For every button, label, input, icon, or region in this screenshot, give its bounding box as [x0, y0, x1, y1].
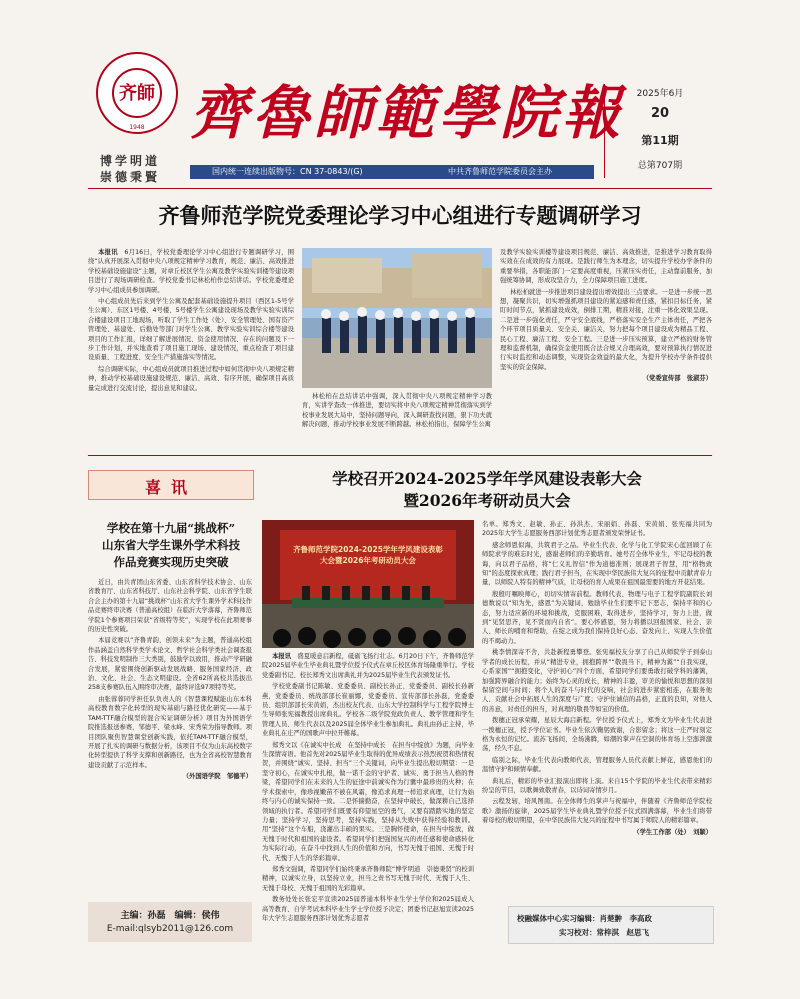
motto-line-1: 博学明道 [100, 154, 161, 168]
school-motto [100, 153, 180, 185]
article1-left-column [88, 248, 294, 395]
article2-right-paragraph-4: 桃李情深寄不舍，共赴新程勇攀登。张宪福校友分享了自己从师院学子到泰山学者的成长历程，并从“精进专业，拥抱跨界”“敬畏当下，精神为翼”“自我实现，心系家国”“拥抱变化，守护初心”四个方面，希望同学们要勇敢打破学科的藩篱，加强跨界融合的能力；始终为心灵的成长，精神的丰盈，审美的愉悦和思想的深刻保留空间与时间；将个人的奋斗与时代的交响，社会的进步紧密相连，在服务他人、贡献社会中拓展人生的深度与广度；守护住诚信的品格，正直的良知，对他人的善意，对责任的担当，对真理的敬畏等如宝的价值。 [482, 649, 712, 713]
article2-right-column [482, 520, 712, 839]
article2-byline: （学生工作部（处） 刘颖） [633, 828, 712, 836]
good-news-headline-line-2: 山东省大学生课外学术科技 [102, 538, 240, 552]
article2-right-paragraph-1: 名单。郑秀文、赵敏、孙正、孙洪杰、宋丽娟、孙磊、宋黄娟、张宪福共同为2025年大学生志愿服务西部计划优秀志愿者颁发荣誉证书。 [482, 521, 712, 538]
university-logo [96, 52, 178, 134]
article2-right-paragraph-8: 云程发轫，培风图南。在全体师生的掌声与祝福中，伴随着《齐鲁师范学院校歌》激扬的旋律，2025届学生毕业典礼暨学位授予仪式圆满落幕，毕业生们将带着母校的殷切期望，在中华民族伟大复兴的征程中书写属于师院人的精彩篇章。 [482, 798, 712, 825]
good-news-title: 喜讯 [144, 478, 197, 497]
lead-label: 本报讯 [98, 249, 118, 256]
editor-info [88, 902, 252, 942]
total-issue: 总第707期 [637, 161, 683, 171]
article1-right-paragraph-2: 林松柏就进一步推进项目建设提出增效提出三点要求。一是进一步统一思想，凝聚共识，切实增强抓项目建设的紧迫感和责任感，紧扣目标任务，紧盯时间节点，紧抓建设成效，倒排工期，精准对接，注重一体化效果呈现。二是进一步强化责任，严守安全底线，严格落实安全生产主体责任，严把各个环节项目质量关、安全关、廉洁关，努力把每个项目建设成为精品工程、民心工程、廉洁工程、安全工程。三是进一步压实预算，建立严格的财务管理和监督机制，确保资金使用既合法合规又合理高效，要对预算执行情况进行实时监控和动态调整，实现资金效益的最大化，为提升学校办学条件提供坚实的资金保障。 [500, 288, 712, 371]
publication-info-bar [190, 165, 594, 179]
article2-headline-line-2: 暨2026年考研动员大会 [403, 491, 571, 510]
logo-seal [112, 68, 162, 118]
credits-editor-names: 肖楚翀 李高政 [599, 914, 652, 923]
article2-paragraph-2: 学校党委副书记陈敏、党委委员、副校长孙正、党委委员、副校长孙新燕，党委委员、统战部部长崔丽娜，党委委员、宣传部部长孙磊，党委委员、组织部部长宋黄娟，杰出校友代表、山东大学控制科学与工程学院博士生导师张宪福教授出席典礼。学校各二级学院党政负责人、教学管理和学生管理人员、师生代表以及2025届全体毕业生参加典礼。典礼由孙正主持，毕业典礼在庄严的国歌声中拉开帷幕。 [262, 683, 474, 738]
article2-paragraph-1: 盛夏暖意启新程，砥砺飞扬行壮志。6月20日下午，齐鲁师范学院2025届毕业生毕业典礼暨学位授予仪式在章丘校区体育场隆重举行。学校党委副书记、校长郑秀文出席典礼并为2025届毕业生代表颁发证书。 [262, 653, 475, 679]
article2-lead-label: 本报讯 [272, 653, 292, 660]
article2-right-paragraph-5: 拨穗正冠承荣耀，星辰大海启新程。学位授予仪式上，郑秀文为毕业生代表进一拨穗正冠，授予学位证书。毕业生依次鞠躬致谢，合影留念；将这一庄严时刻定格为永恒的记忆。流苏飞扬间，全场沸腾，如潮的掌声在空洞的体育场上空澎湃激荡，经久不息。 [482, 717, 712, 753]
article1-right-paragraph-1: 及教学实验实训楼等建设项目规范、廉洁、高效推进，是推进学习教育取得实效在在成效的有力展现。是践行师生为本理念，切实提升学校办学条件的重要举措，各职能部门一定要高度重视，压紧压实责任，主动靠前服务，加强统筹协调，形成攻坚合力，全力保障项目施工进度。 [500, 249, 712, 285]
article2-paragraph-5: 教务处处长张宏平宣读2025届普通本科毕业生学士学位和2025届成人高等教育、自学考试本科毕业生学士学位授予决定；团委书记赵旭宣读2025年大学生志愿服务西部计划优秀志愿者 [262, 896, 474, 922]
newspaper-name: 齊魯師範學院報 [190, 79, 625, 147]
article1-caption-column [302, 392, 492, 432]
issue-day: 20 [650, 106, 670, 121]
masthead-divider [88, 188, 712, 189]
good-news-headline [98, 520, 244, 571]
inspection-photo [302, 248, 492, 388]
motto-line-2: 崇德秉賢 [100, 170, 161, 184]
ceremony-photo [262, 520, 474, 648]
credits-proof-names: 常梓淇 赵思飞 [596, 928, 649, 937]
credits-proof-line [559, 927, 649, 938]
sponsor-text: 中共齐鲁师范学院委员会主办 [448, 167, 552, 176]
article1-caption: 林松柏在总结讲话中强调，深入贯彻中央八项规定精神学习教育，实讲学查改一体推进，要切实将中央八项规定精神贯彻落实到学校事业发展大局中，坚持问题导向，深入调研查找问题，狠下功夫就解决问题，推动学校事业发展不断跨越。林松柏指出，保障学生公寓 [302, 393, 492, 429]
article1-byline: （党委宣传部 张淑芬） [642, 375, 712, 383]
article2-right-paragraph-6: 临别之际，毕业生代表向教师代表，管理服务人员代表献上鲜花，感恩他们的温情守护和倾情奉献。 [482, 756, 712, 774]
article2-headline [262, 468, 712, 512]
article2-right-paragraph-3: 殷殷叮嘱映师心，切切实情寄前程。教师代表、物理与电子工程学院副院长刘德数说以“知为先，感恩”为关键词，勉励毕业生们要牢记下恶志，保持平和的心态，努力适应新的环境和挑战，克服困难，取得进步，坚持学习，努力上进，做到“见贤思齐，见不贤而内自省”。要心怀感恩，努力将播以回报国家、社会、亲人、师长的哺育和帮助，在绽之成为我们保持良好心态、奋发向上、实现人生价值的不竭动力。 [482, 590, 712, 645]
good-news-byline: （外国语学院 邹德平） [182, 773, 252, 781]
article2-right-paragraph-2: 感念师恩似海，共筑君子之品。毕业生代表、化学与化工学院宋心蓝回顾了在师院求学的难忘时光，感谢老师们的辛勤培育。她号召全体毕业生，牢记母校的教诲，向以君子品格，将“仁义礼智信”作为道德准则；展现君子智慧，用“格物致知”的态度探索真理；践行君子担当，在实现中华民族伟大复兴的征程中贡献青春力量，以师院人特有的精神气质，让母校的育人成果在祖国最需要的地方开花结果。 [482, 541, 712, 587]
main-headline: 齐鲁师范学院党委理论学习中心组进行专题调研学习 [158, 203, 642, 228]
publication-number: 国内统一连续出版物号：CN 37-0843/(G) [212, 167, 363, 176]
article1-right-column [500, 248, 712, 386]
article1-paragraph-2: 中心组成员先后来到学生公寓及配套基础设施提升项目（西区1-5号学生公寓）、东区1号楼、4号楼、5号楼学生公寓建设现场及教学实验实训综合楼建设项目工地现场，听取了学生工作处（处）、安全管理处、国有资产管理处、基建处、后勤处等部门对学生公寓、教学实验实训综合楼等建设项目的工作汇报，详细了解进展情况、资金使用情况、存在的问题及下一步工作计划，并实地查看了项目施工现场、建设情况，重点检查了项目建设质量、工程进度、安全生产措施落实等情况。 [88, 298, 294, 362]
article2-left-column [262, 652, 474, 925]
issue-number: 第11期 [641, 134, 679, 147]
editor-email: E-mail:qlsyb2011@126.com [106, 924, 234, 934]
good-news-paragraph-2: 本届竞赛以“齐鲁青韵，创领未来”为主题，普通高校组作品涵盖自然科学类学术论文、哲学社会科学类社会调查报告、科技发明制作三大类别，鼓励学以致用，推动产学研融合发展，紧密围绕创新驱动发展战略、服务国家经济、政治、文化、社会、生态文明建设。全省62所高校共选拔出258支参赛队伍入围终审决赛，最终评选97项特等奖。 [88, 637, 252, 692]
good-news-headline-line-3: 作品竞赛实现历史突破 [113, 555, 229, 569]
article2-right-paragraph-7: 典礼后，精彩的毕业汇报演出即将上演。来自15个学院的毕业生代表带来精彩纷呈的节目，以歌舞致敬青春，以诗词寄情岁月。 [482, 777, 712, 794]
ceremony-banner: 齐鲁师范学院2024-2025学年学风建设表彰大会暨2026年考研动员大会 [293, 545, 443, 565]
credits-editor-label: 校融媒体中心实习编辑： [517, 914, 600, 923]
article2-headline-line-1: 学校召开2024-2025学年学风建设表彰大会 [332, 469, 642, 488]
article2-paragraph-4: 郑秀文强调，希望同学们始终秉承齐鲁师院“博学明道 崇德秉贤”的校训精神，以诚实立身，以坚持立业，担当之责书写无愧于时代、无愧于人生、无愧于母校、无愧于祖国的光彩篇章。 [262, 865, 474, 892]
article2-paragraph-3: 郑秀文以《在诚实中长成 在坚持中成长 在担当中绽放》为题，向毕业生深情寄语。他首先对2025届毕业生取得的优异成绩表示热烈祝贺和热情祝贺，并围绕“诚实、坚持、担当”三个关键词，向毕业生提出殷切期望：一是坚守初心，在诚实中扎根，做一诺千金的守护者、诚实、勇于担当人格的脊梁，希望同学们在未来的人生的征途中前诚实作为行囊中最珍贵的火种；在学术探索中，像珍视嫩苗不被在风霜，像追求真理一样追求真理，让行为始终与内心的诚实保持一致。二是怀揣勤奋，在坚持中破长，做深耕自己选择领域的执行者。希望同学们既要有仰望星空的勇气，又要有踏踏实地的坚定力量；坚持学习，坚持思考，坚持实践，坚持从失败中获得经验和教训。用“坚持”这个车船，浇灌出丰硕的果实。三是胸怀使命，在担当中绽放，做无愧于时代和祖国的建设者。希望同学们把强国复兴的责任感和使命感转化为实际行动，在奋斗中找到人生的价值和方向，书写无愧于祖国、无愧于时代、无愧于人生的华彩篇章。 [262, 741, 474, 862]
good-news-box [88, 470, 254, 500]
good-news-paragraph-1: 近日，由共青团山东省委、山东省科学技术协会、山东省教育厅、山东省科技厅、山东社会科学院、山东省学生联合会主办的第十九届“挑战杯”山东省大学生课外学术科技作品竞赛终审决赛（普通高校组）在临沂大学落幕，齐鲁师范学院1个参赛项目荣获“省级特等奖”，实现学校在此项赛事的历史性突破。 [88, 579, 252, 634]
issue-date: 2025年6月 [636, 89, 684, 99]
issue-info [604, 84, 713, 178]
good-news-paragraph-3: 由张蓉蓉同学担任队负责人的《智慧课程赋能山东本科高校教育数字化转型的现实基础与路径优化研究——基于TAM-TTF融合模型的混合实证调研分析》项目为外国语学院推选报送参赛，邹德平、梁永峰、宋秀荣为指导教师。项目团队聚焦智慧课堂创新实践，依托TAM-TTF融合模型，开展了扎实的调研与数据分析，该项目不仅为山东高校数字化转型提供了科学支撑和创新路径，也为全省高校智慧教育建设贡献了示范样本。 [88, 695, 252, 769]
logo-glyph: 齐師 [119, 83, 155, 104]
article1-paragraph-1: 6月16日，学校党委理论学习中心组进行专题调研学习，围绕“认真开展深入贯彻中央八项规定精神学习教育，规范、廉洁、高效推进学校基础设施建设”主题，对章丘校区学生公寓及教学实验实训楼等建设项目进行了现场调研检查。学校党委书记林松柏作总结讲话。学校党委理论学习中心组成员参加调研。 [88, 249, 295, 294]
credits-proof-label: 实习校对： [559, 928, 597, 937]
credits-editor-line [517, 913, 652, 924]
section-divider [88, 455, 712, 456]
credits-box [508, 906, 714, 944]
good-news-body [88, 578, 252, 784]
article1-paragraph-3: 综合调研实际，中心组成员就项目推进过程中如何贯彻中央八项规定精神，推动学校基础设施建设规范、廉洁、高效、有序开展，确保项目高质量完成进行交流讨论，提出意见和建议。 [88, 365, 294, 392]
editor-names: 主编：孙磊 编辑：侯伟 [120, 911, 220, 921]
good-news-headline-line-1: 学校在第十九届“挑战杯” [106, 521, 236, 535]
logo-year: 1948 [129, 124, 145, 131]
